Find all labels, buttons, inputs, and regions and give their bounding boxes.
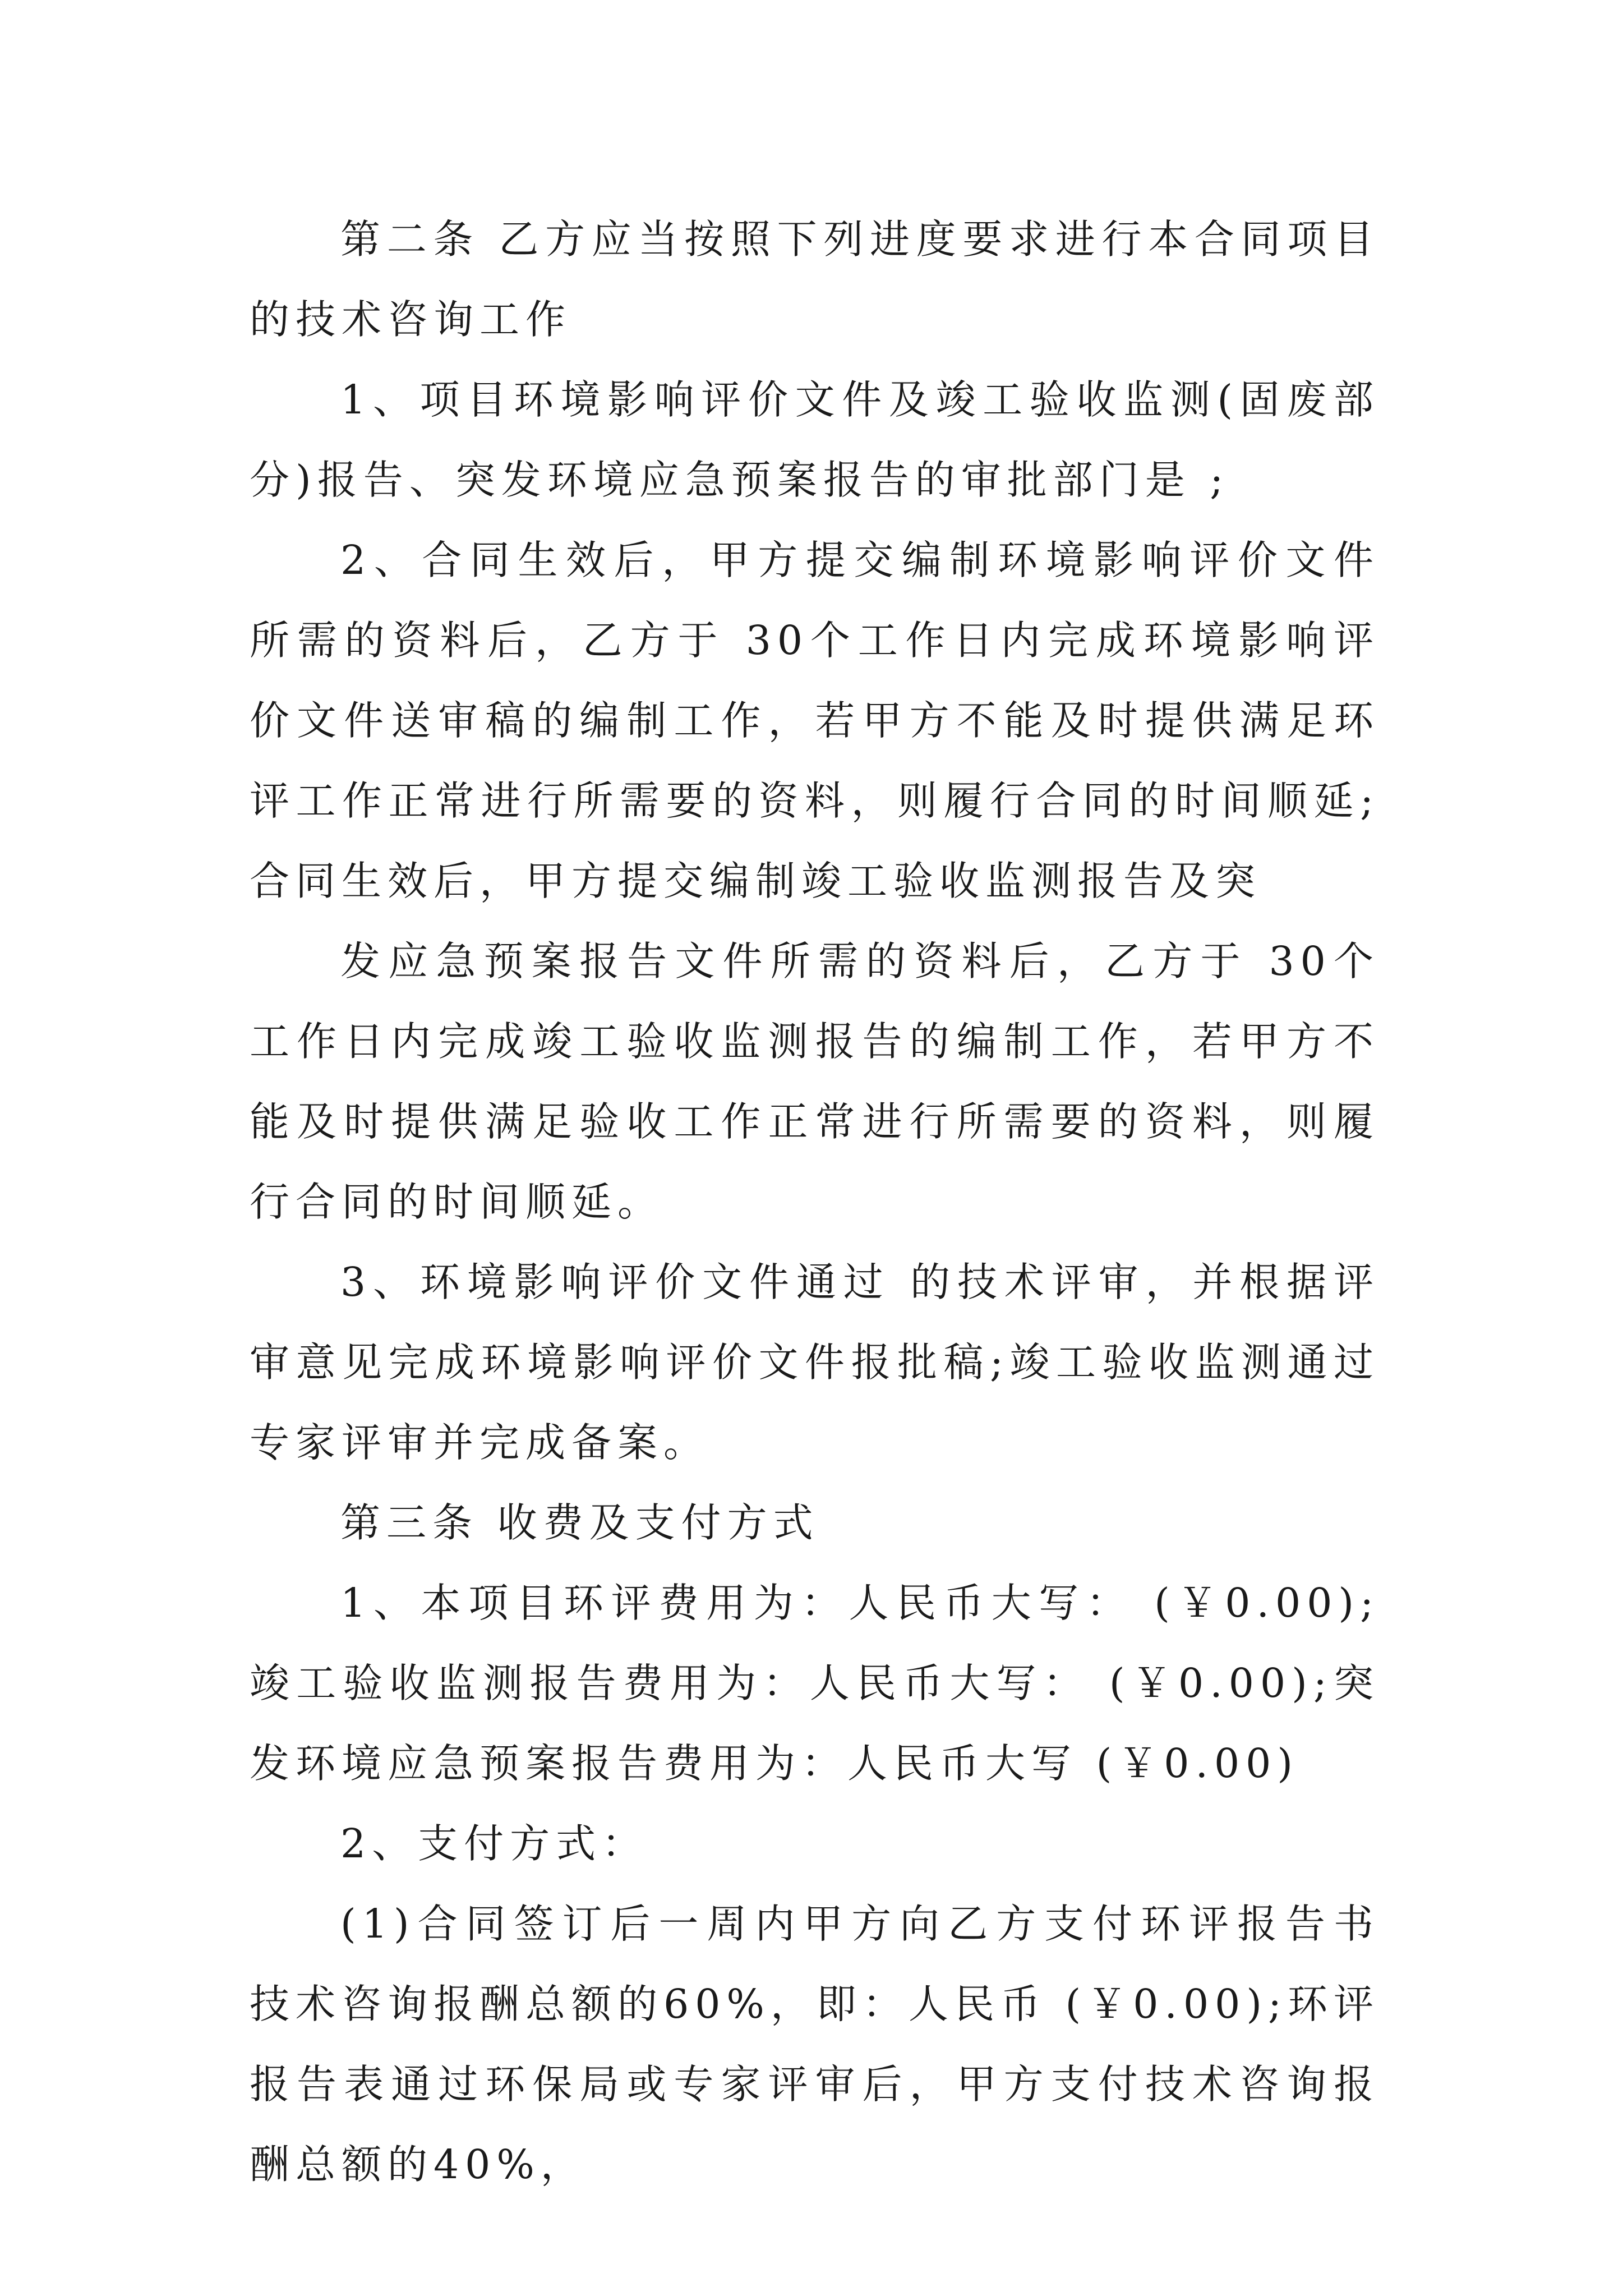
document-body [250,199,1380,2205]
paragraph-item-1-approval-dept: 1、项目环境影响评价文件及竣工验收监测(固废部分)报告、突发环境应急预案报告的审批部门是 ; [250,376,1380,503]
paragraph-payment-terms: (1)合同签订后一周内甲方向乙方支付环评报告书技术咨询报酬总额的60%，即：人民币 (￥0.00);环评报告表通过环保局或专家评审后，甲方支付技术咨询报酬总额的40%， [250,1901,1380,2188]
paragraph-article-3-heading: 第三条 收费及支付方式 [340,1499,819,1546]
paragraph-payment-method: 2、支付方式： [340,1820,648,1867]
paragraph-item-3-review: 3、环境影响评价文件通过 的技术评审，并根据评审意见完成环境影响评价文件报批稿;竣工验收监测通过专家评审并完成备案。 [250,1259,1380,1466]
paragraph-item-2-schedule: 2、合同生效后，甲方提交编制环境影响评价文件所需的资料后，乙方于 30个工作日内完成环境影响评价文件送审稿的编制工作，若甲方不能及时提供满足环评工作正常进行所需要的资料，则履行合同的时间顺延;合同生效后，甲方提交编制竣工验收监测报告及突 [250,537,1380,904]
paragraph-article-2-heading: 第二条 乙方应当按照下列进度要求进行本合同项目的技术咨询工作 [250,216,1380,343]
paragraph-item-2-continued: 发应急预案报告文件所需的资料后，乙方于 30个工作日内完成竣工验收监测报告的编制工作，若甲方不能及时提供满足验收工作正常进行所需要的资料，则履行合同的时间顺延。 [250,938,1380,1225]
paragraph-fees: 1、本项目环评费用为：人民币大写： (￥0.00);竣工验收监测报告费用为：人民币大写： (￥0.00);突发环境应急预案报告费用为：人民币大写 (￥0.00) [250,1580,1380,1787]
